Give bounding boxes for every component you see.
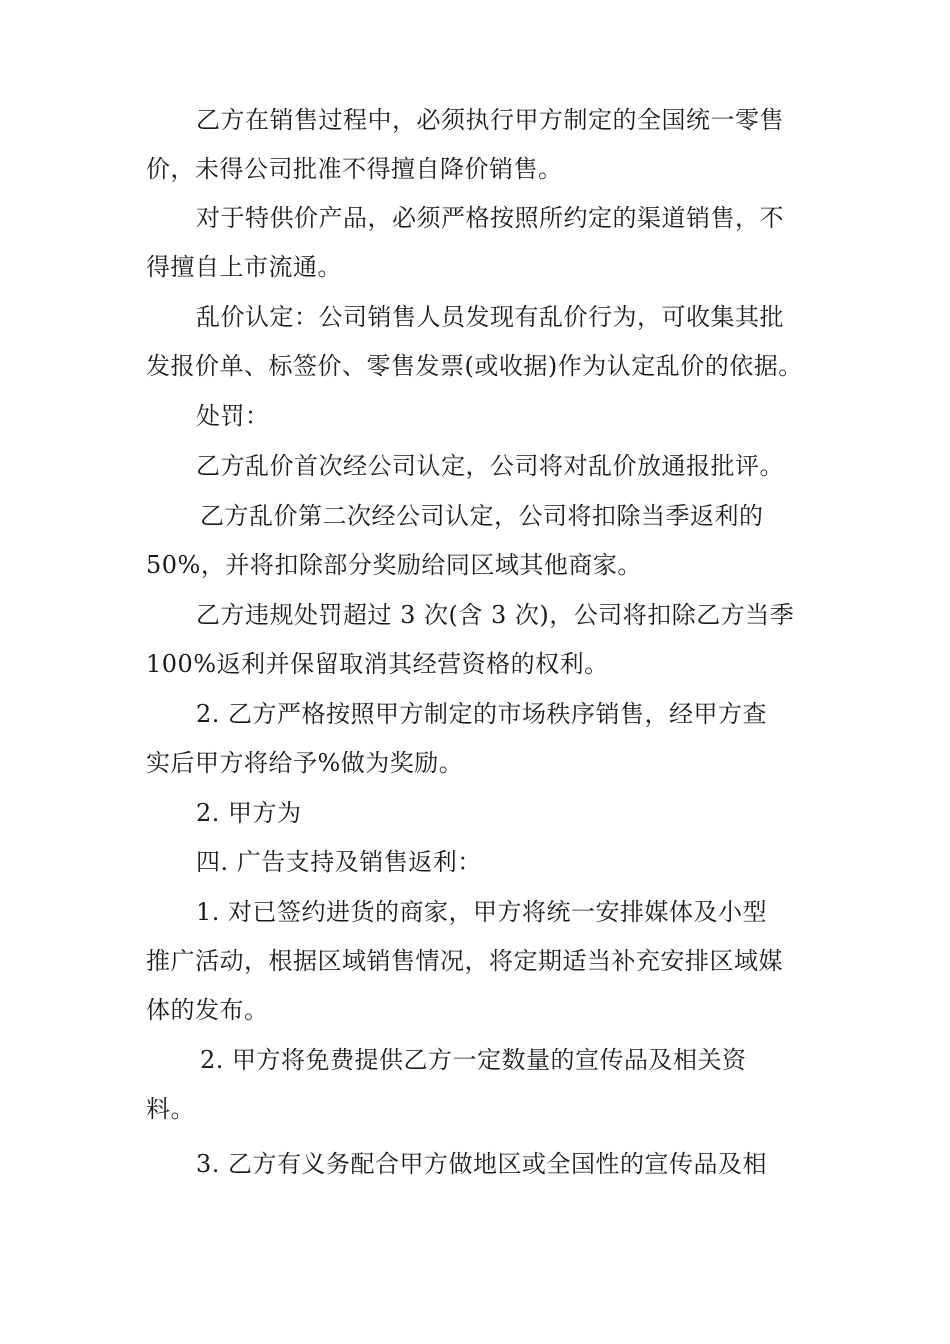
text-line: 乙方乱价第二次经公司认定，公司将扣除当季返利的 [200,502,764,530]
text-line: 料。 [146,1095,195,1123]
text-line: 2. 甲方将免费提供乙方一定数量的宣传品及相关资 [200,1046,747,1074]
paragraph-special-price [146,194,810,292]
text-line: 50%，并将扣除部分奖励给同区域其他商家。 [146,551,642,579]
paragraph-market-order-reward [146,690,810,788]
text-line: 乙方在销售过程中，必须执行甲方制定的全国统一零售 [196,106,784,134]
paragraph-price-disorder-definition [146,293,810,391]
paragraph-cooperation-duty [146,1140,810,1189]
text-line: 体的发布。 [146,996,269,1024]
text-line: 价，未得公司批准不得擅自降价销售。 [146,155,563,183]
text-line: 100%返利并保留取消其经营资格的权利。 [146,650,609,678]
paragraph-penalty-heading [146,392,810,441]
text-line: 发报价单、标签价、零售发票(或收据)作为认定乱价的依据。 [146,352,803,380]
text-line: 3. 乙方有义务配合甲方做地区或全国性的宣传品及相 [196,1150,768,1178]
text-line: 对于特供价产品，必须严格按照所约定的渠道销售，不 [196,204,784,232]
paragraph-party-a [146,789,810,838]
text-line: 1. 对已签约进货的商家，甲方将统一安排媒体及小型 [196,898,768,926]
text-line: 2. 甲方为 [196,799,302,827]
text-line: 乱价认定：公司销售人员发现有乱价行为，可收集其批 [196,303,784,331]
paragraph-promo-materials [146,1036,810,1134]
text-line: 四. 广告支持及销售返利： [196,848,482,876]
text-line: 处罚： [196,402,270,430]
text-line: 2. 乙方严格按照甲方制定的市场秩序销售，经甲方查 [196,700,768,728]
text-line: 乙方违规处罚超过 3 次(含 3 次)，公司将扣除乙方当季 [196,601,795,629]
text-line: 得擅自上市流通。 [146,253,342,281]
paragraph-second-offense [146,492,810,590]
section-heading-advertising [146,838,810,887]
text-line: 实后甲方将给予%做为奖励。 [146,749,464,777]
paragraph-first-offense [146,442,810,491]
text-line: 乙方乱价首次经公司认定，公司将对乱价放通报批评。 [196,452,784,480]
paragraph-retail-price [146,96,810,194]
paragraph-third-offense [146,591,810,689]
text-line: 推广活动，根据区域销售情况，将定期适当补充安排区域媒 [146,947,783,975]
paragraph-media-support [146,888,810,1035]
